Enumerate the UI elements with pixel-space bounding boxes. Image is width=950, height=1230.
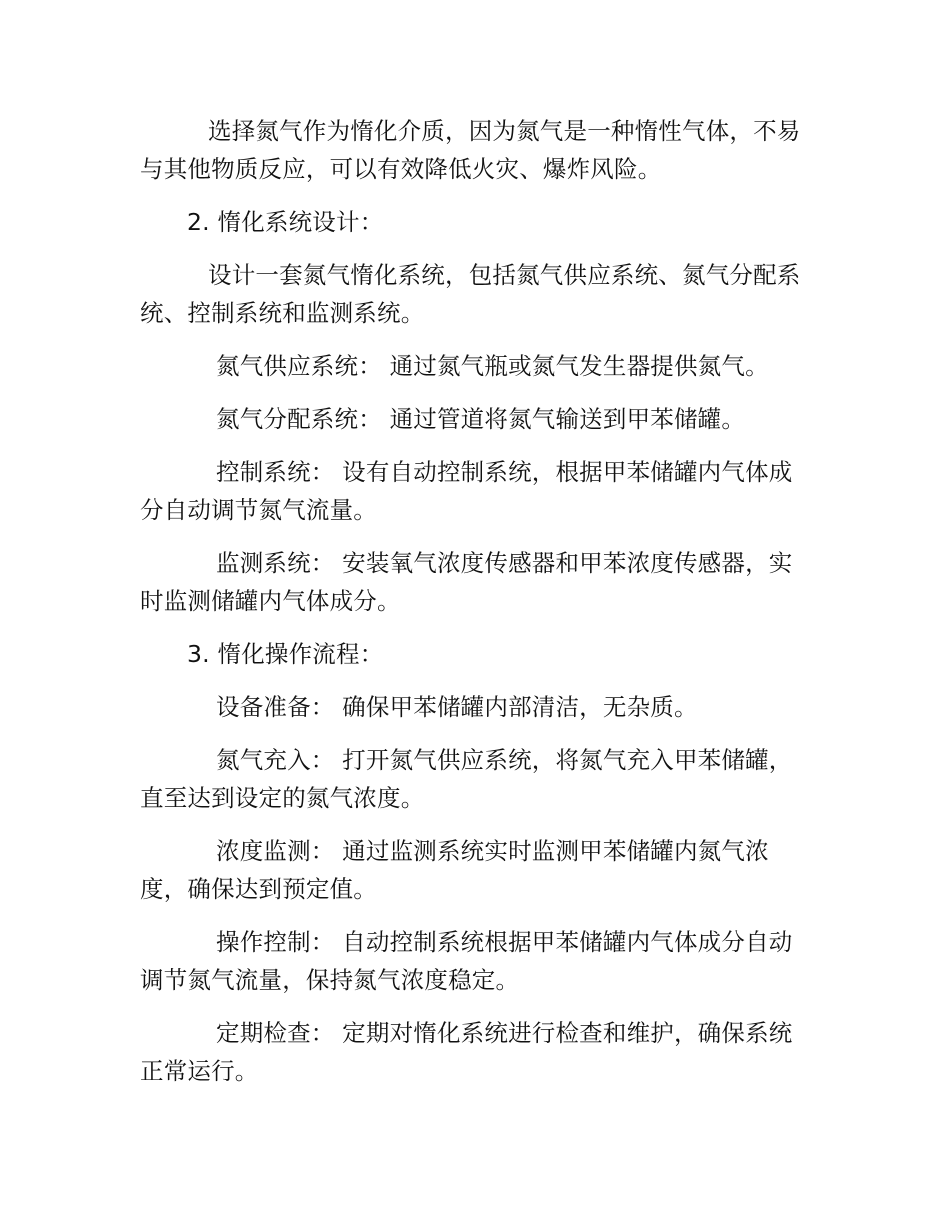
list-item bbox=[140, 688, 812, 726]
item-term: 氮气分配系统： bbox=[216, 405, 382, 433]
list-item bbox=[140, 1014, 812, 1090]
document-body bbox=[140, 112, 812, 1105]
item-text: 确保甲苯储罐内部清洁，无杂质。 bbox=[342, 693, 698, 721]
section-heading-inerting-system-design: 2. 惰化系统设计： bbox=[187, 208, 384, 236]
item-text: 自动控制系统根据甲苯储罐内气体成分自动调节氮气流量，保持氮气浓度稳定。 bbox=[140, 928, 793, 994]
item-text: 设有自动控制系统，根据甲苯储罐内气体成分自动调节氮气流量。 bbox=[140, 458, 793, 524]
item-term: 监测系统： bbox=[216, 549, 335, 577]
list-item bbox=[140, 347, 812, 385]
list-item bbox=[140, 453, 812, 529]
item-term: 设备准备： bbox=[216, 693, 335, 721]
section-heading-inerting-procedure: 3. 惰化操作流程： bbox=[187, 640, 384, 668]
list-item bbox=[140, 923, 812, 999]
item-term: 氮气充入： bbox=[216, 746, 335, 774]
item-term: 控制系统： bbox=[216, 458, 335, 486]
section2-body-paragraph: 设计一套氮气惰化系统，包括氮气供应系统、氮气分配系统、控制系统和监测系统。 bbox=[140, 261, 801, 327]
item-term: 浓度监测： bbox=[216, 837, 335, 865]
item-text: 打开氮气供应系统，将氮气充入甲苯储罐，直至达到设定的氮气浓度。 bbox=[140, 746, 793, 812]
item-term: 氮气供应系统： bbox=[216, 352, 382, 380]
item-text: 通过监测系统实时监测甲苯储罐内氮气浓度，确保达到预定值。 bbox=[140, 837, 769, 903]
list-item bbox=[140, 741, 812, 817]
item-term: 定期检查： bbox=[216, 1019, 335, 1047]
item-text: 定期对惰化系统进行检查和维护，确保系统正常运行。 bbox=[140, 1019, 793, 1085]
item-text: 安装氧气浓度传感器和甲苯浓度传感器，实时监测储罐内气体成分。 bbox=[140, 549, 793, 615]
list-item bbox=[140, 544, 812, 620]
item-text: 通过氮气瓶或氮气发生器提供氮气。 bbox=[389, 352, 769, 380]
item-term: 操作控制： bbox=[216, 928, 335, 956]
intro-paragraph: 选择氮气作为惰化介质，因为氮气是一种惰性气体，不易与其他物质反应，可以有效降低火灾、爆炸风险。 bbox=[140, 117, 801, 183]
list-item bbox=[140, 400, 812, 438]
item-text: 通过管道将氮气输送到甲苯储罐。 bbox=[389, 405, 746, 433]
list-item bbox=[140, 832, 812, 908]
